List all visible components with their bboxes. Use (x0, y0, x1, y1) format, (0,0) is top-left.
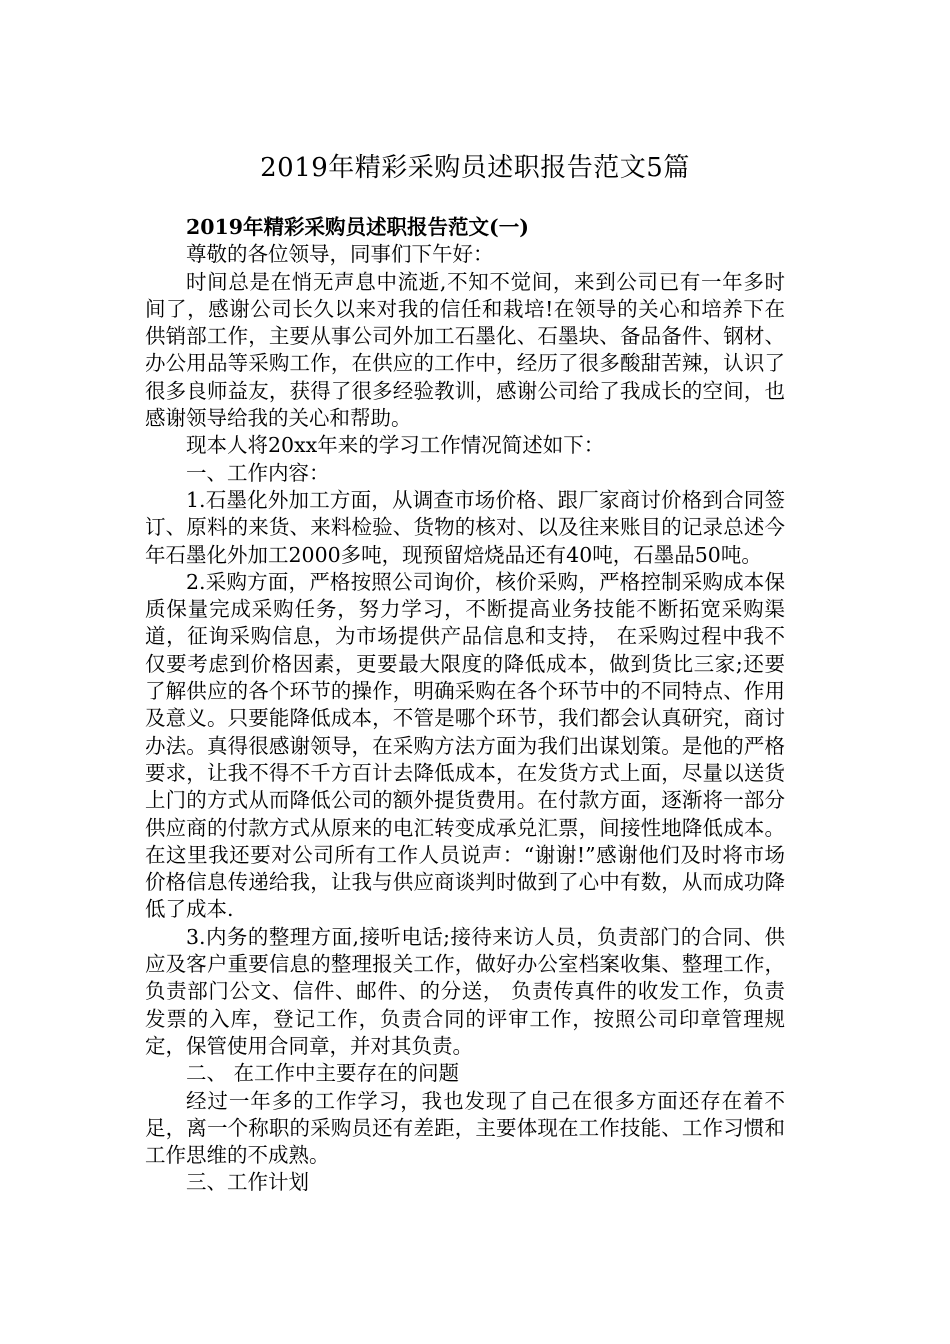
problems-paragraph: 经过一年多的工作学习，我也发现了自己在很多方面还存在着不足，离一个称职的采购员还有差距，主要体现在工作技能、工作习惯和工作思维的不成熟。 (145, 1088, 785, 1168)
work-plan-heading: 三、工作计划 (186, 1170, 309, 1195)
problems-heading: 二、 在工作中主要存在的问题 (186, 1061, 460, 1086)
intro-paragraph: 时间总是在悄无声息中流逝,不知不觉间，来到公司已有一年多时间了，感谢公司长久以来对我的信任和栽培!在领导的关心和培养下在供销部工作，主要从事公司外加工石墨化、石墨块、备品备件、钢材、办公用品等采购工作，在供应的工作中，经历了很多酸甜苦辣，认识了很多良师益友，获得了很多经验教训，感谢公司给了我成长的空间，也感谢领导给我的关心和帮助。 (145, 269, 785, 431)
summary-lead-paragraph: 现本人将20xx年来的学习工作情况简述如下： (186, 433, 605, 458)
salutation-paragraph: 尊敬的各位领导，同事们下午好： (186, 242, 494, 267)
internal-affairs-paragraph: 3.内务的整理方面,接听电话;接待来访人员，负责部门的合同、供应及客户重要信息的整理报关工作，做好办公室档案收集、整理工作， 负责部门公文、信件、邮件、的分送， 负责传真件的收发工作，负责发票的入库，登记工作，负责合同的评审工作，按照公司印章管理规定，保管使用合同章，并对其负责。 (145, 924, 785, 1058)
work-content-heading: 一、工作内容： (186, 460, 330, 485)
graphitization-paragraph: 1.石墨化外加工方面，从调查市场价格、跟厂家商讨价格到合同签订、原料的来货、来料检验、货物的核对、以及往来账目的记录总述今年石墨化外加工2000多吨，现预留焙烧品还有40吨，石墨品50吨。 (145, 487, 785, 567)
document-title: 2019年精彩采购员述职报告范文5篇 (260, 153, 690, 183)
section-heading: 2019年精彩采购员述职报告范文(一) (186, 215, 529, 239)
procurement-paragraph: 2.采购方面，严格按照公司询价，核价采购，严格控制采购成本保质保量完成采购任务，努力学习，不断提高业务技能不断拓宽采购渠道，征询采购信息，为市场提供产品信息和支持， 在采购过程中我不仅要考虑到价格因素，更要最大限度的降低成本，做到货比三家;还要了解供应的各个环节的操作，明确采购在各个环节中的不同特点、作用及意义。只要能降低成本，不管是哪个环节，我们都会认真研究，商讨办法。真得很感谢领导，在采购方法方面为我们出谋划策。是他的严格要求，让我不得不千方百计去降低成本，在发货方式上面，尽量以送货上门的方式从而降低公司的额外提货费用。在付款方面，逐渐将一部分供应商的付款方式从原来的电汇转变成承兑汇票，间接性地降低成本。在这里我还要对公司所有工作人员说声：“谢谢!”感谢他们及时将市场价格信息传递给我，让我与供应商谈判时做到了心中有数，从而成功降低了成本. (145, 569, 785, 922)
document-body (145, 214, 785, 1197)
